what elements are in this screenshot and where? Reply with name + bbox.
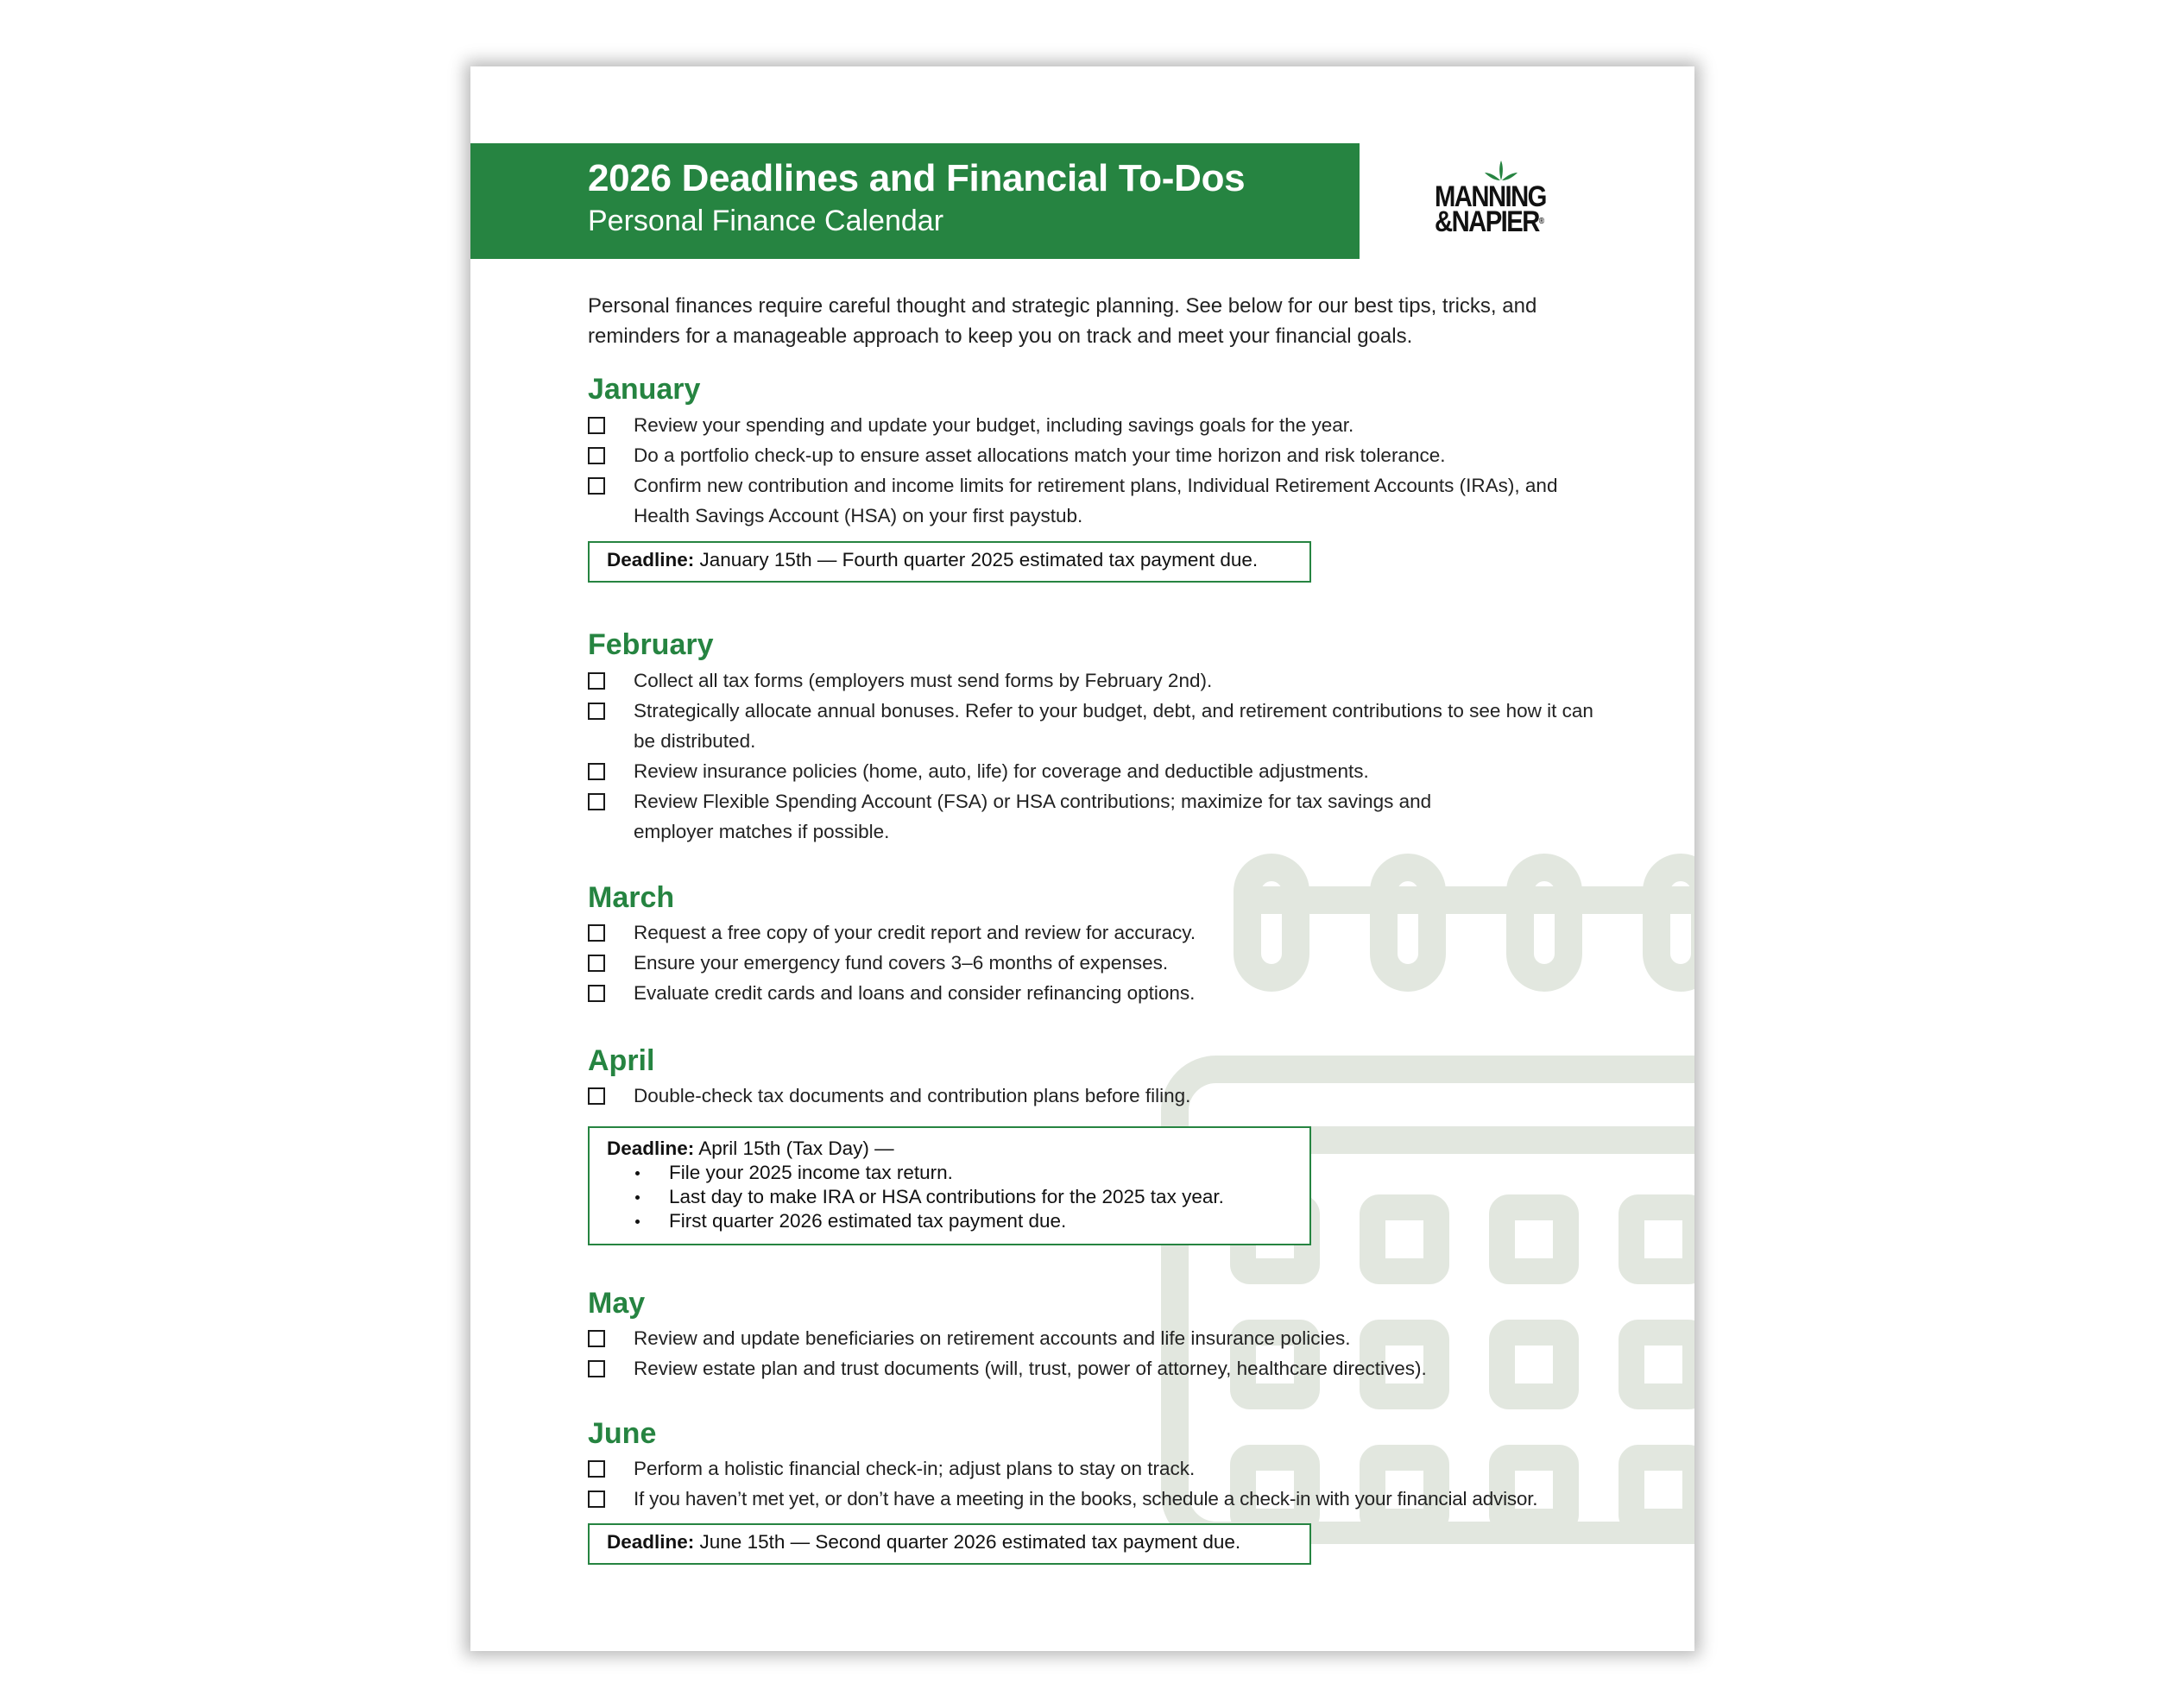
- page-subtitle: Personal Finance Calendar: [588, 205, 944, 237]
- checklist-item[interactable]: Review your spending and update your budget, including savings goals for the year.: [588, 410, 1615, 440]
- checklist-item[interactable]: Review Flexible Spending Account (FSA) or HSA contributions; maximize for tax savings and employer matches if possible.: [588, 786, 1615, 847]
- checkbox-icon[interactable]: [588, 703, 605, 720]
- checkbox-icon[interactable]: [588, 924, 605, 942]
- checklist-item[interactable]: If you haven’t met yet, or don’t have a meeting in the books, schedule a check-in with your financial advisor.: [588, 1484, 1615, 1514]
- deadline-box-april: [588, 1126, 1311, 1245]
- month-heading-june: June: [588, 1417, 657, 1450]
- checklist-item[interactable]: Strategically allocate annual bonuses. Refer to your budget, debt, and retirement contributions to see how it can be distributed.: [588, 696, 1615, 756]
- bullet-item: File your 2025 income tax return.: [607, 1161, 1309, 1185]
- checkbox-icon[interactable]: [588, 955, 605, 972]
- deadline-box-june: Deadline: June 15th — Second quarter 2026 estimated tax payment due.: [588, 1523, 1311, 1565]
- month-heading-january: January: [588, 373, 701, 406]
- checkbox-icon[interactable]: [588, 1360, 605, 1377]
- checkbox-icon[interactable]: [588, 793, 605, 810]
- checkbox-icon[interactable]: [588, 1460, 605, 1478]
- checklist-item[interactable]: Request a free copy of your credit report and review for accuracy.: [588, 917, 1615, 948]
- page-title: 2026 Deadlines and Financial To-Dos: [588, 157, 1246, 199]
- logo-line-2: &NAPIER®: [1435, 205, 1545, 238]
- checklist-item[interactable]: Review and update beneficiaries on retirement accounts and life insurance policies.: [588, 1323, 1615, 1353]
- checkbox-icon[interactable]: [588, 1087, 605, 1105]
- title-banner: [470, 143, 1360, 259]
- checklist-item[interactable]: Do a portfolio check-up to ensure asset allocations match your time horizon and risk tolerance.: [588, 440, 1615, 470]
- company-logo: [1435, 160, 1590, 246]
- deadline-heading: Deadline: April 15th (Tax Day) —: [607, 1138, 894, 1159]
- deadline-bullets: [607, 1161, 1309, 1233]
- checkbox-icon[interactable]: [588, 672, 605, 690]
- checklist-item[interactable]: Collect all tax forms (employers must send forms by February 2nd).: [588, 665, 1615, 696]
- checklist-item[interactable]: Perform a holistic financial check-in; adjust plans to stay on track.: [588, 1453, 1615, 1484]
- checklist-item[interactable]: Confirm new contribution and income limits for retirement plans, Individual Retirement Accounts (IRAs), and Health Savings Account (HSA) on your first paystub.: [588, 470, 1615, 531]
- document-page: [470, 66, 1694, 1651]
- month-heading-march: March: [588, 881, 675, 914]
- checklist-item[interactable]: Review insurance policies (home, auto, life) for coverage and deductible adjustments.: [588, 756, 1615, 786]
- month-heading-may: May: [588, 1287, 646, 1320]
- checkbox-icon[interactable]: [588, 985, 605, 1002]
- checkbox-icon[interactable]: [588, 417, 605, 434]
- checklist-item[interactable]: Review estate plan and trust documents (will, trust, power of attorney, healthcare directives).: [588, 1353, 1615, 1383]
- checklist-item[interactable]: Evaluate credit cards and loans and consider refinancing options.: [588, 978, 1615, 1008]
- intro-paragraph: Personal finances require careful thought and strategic planning. See below for our best tips, tricks, and reminders for a manageable approach to keep you on track and meet your financial goals.: [588, 294, 1537, 348]
- logo-line-1: MANNING: [1435, 180, 1546, 213]
- checkbox-icon[interactable]: [588, 1330, 605, 1347]
- checkbox-icon[interactable]: [588, 477, 605, 495]
- checkbox-icon[interactable]: [588, 447, 605, 464]
- leaf-icon: [1484, 160, 1518, 182]
- deadline-box-january: Deadline: January 15th — Fourth quarter 2025 estimated tax payment due.: [588, 541, 1311, 583]
- checklist-item[interactable]: Ensure your emergency fund covers 3–6 months of expenses.: [588, 948, 1615, 978]
- checkbox-icon[interactable]: [588, 763, 605, 780]
- month-heading-april: April: [588, 1044, 655, 1077]
- checkbox-icon[interactable]: [588, 1491, 605, 1508]
- bullet-item: Last day to make IRA or HSA contributions for the 2025 tax year.: [607, 1185, 1309, 1209]
- checklist-item[interactable]: Double-check tax documents and contribution plans before filing.: [588, 1081, 1615, 1111]
- bullet-item: First quarter 2026 estimated tax payment due.: [607, 1209, 1309, 1233]
- month-heading-february: February: [588, 628, 714, 661]
